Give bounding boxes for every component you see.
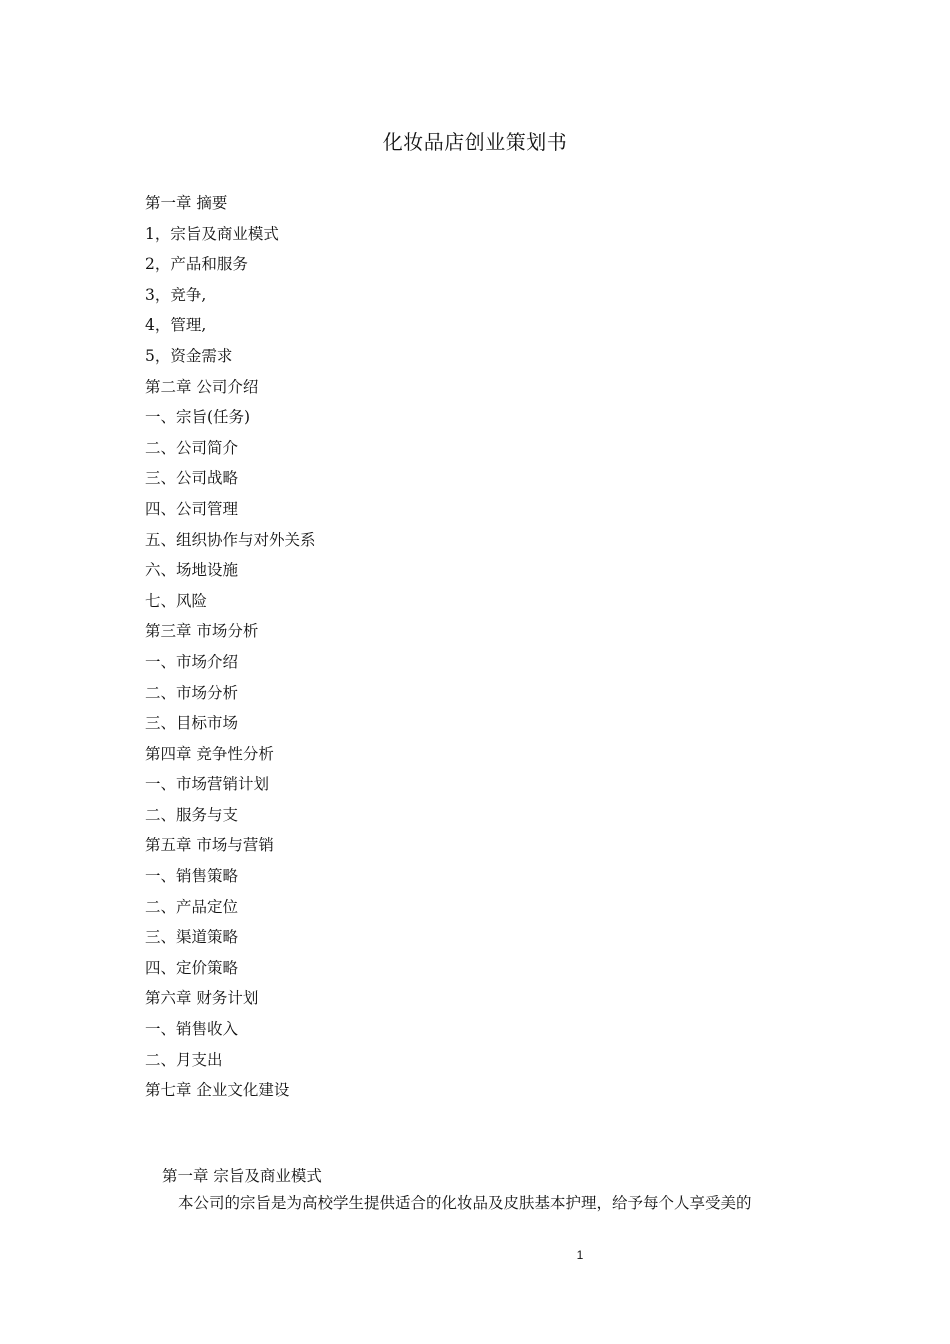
- toc-item: 七、风险: [145, 591, 208, 610]
- table-of-contents: [145, 188, 316, 1106]
- toc-item: 三、渠道策略: [145, 928, 239, 947]
- toc-item: 5，资金需求: [145, 346, 233, 365]
- section-paragraph: 本公司的宗旨是为高校学生提供适合的化妆品及皮肤基本护理，给予每个人享受美的: [178, 1194, 752, 1212]
- toc-item: 第一章 摘要: [145, 194, 228, 212]
- toc-item: 一、市场营销计划: [145, 775, 270, 794]
- toc-item: 一、宗旨(任务): [145, 408, 251, 427]
- toc-item: 4，管理,: [145, 316, 207, 335]
- section-heading: 第一章 宗旨及商业模式: [162, 1167, 322, 1185]
- toc-item: 二、公司简介: [145, 438, 239, 457]
- toc-item: 三、公司战略: [145, 469, 239, 488]
- toc-item: 1，宗旨及商业模式: [145, 224, 279, 243]
- toc-item: 第七章 企业文化建设: [145, 1081, 290, 1100]
- page-title: 化妆品店创业策划书: [382, 130, 568, 154]
- toc-item: 第二章 公司介绍: [145, 377, 259, 396]
- toc-item: 2，产品和服务: [145, 255, 248, 274]
- toc-item: 四、定价策略: [145, 958, 239, 977]
- toc-item: 二、服务与支: [145, 805, 239, 824]
- toc-item: 一、销售策略: [145, 867, 239, 886]
- toc-item: 二、月支出: [145, 1050, 223, 1069]
- chapter-one-section: [162, 1163, 822, 1217]
- page-number: 1: [576, 1248, 584, 1262]
- toc-item: 三、目标市场: [145, 714, 239, 733]
- toc-item: 四、公司管理: [145, 499, 239, 518]
- toc-item: 二、产品定位: [145, 897, 239, 916]
- toc-item: 二、市场分析: [145, 683, 239, 702]
- toc-item: 一、市场介绍: [145, 652, 239, 671]
- toc-item: 3，竞争,: [145, 285, 207, 304]
- toc-item: 五、组织协作与对外关系: [145, 530, 316, 549]
- toc-item: 第三章 市场分析: [145, 622, 259, 641]
- toc-item: 六、场地设施: [145, 561, 239, 580]
- toc-item: 第五章 市场与营销: [145, 836, 274, 855]
- toc-item: 第六章 财务计划: [145, 989, 259, 1008]
- toc-item: 一、销售收入: [145, 1020, 239, 1039]
- toc-item: 第四章 竞争性分析: [145, 744, 274, 763]
